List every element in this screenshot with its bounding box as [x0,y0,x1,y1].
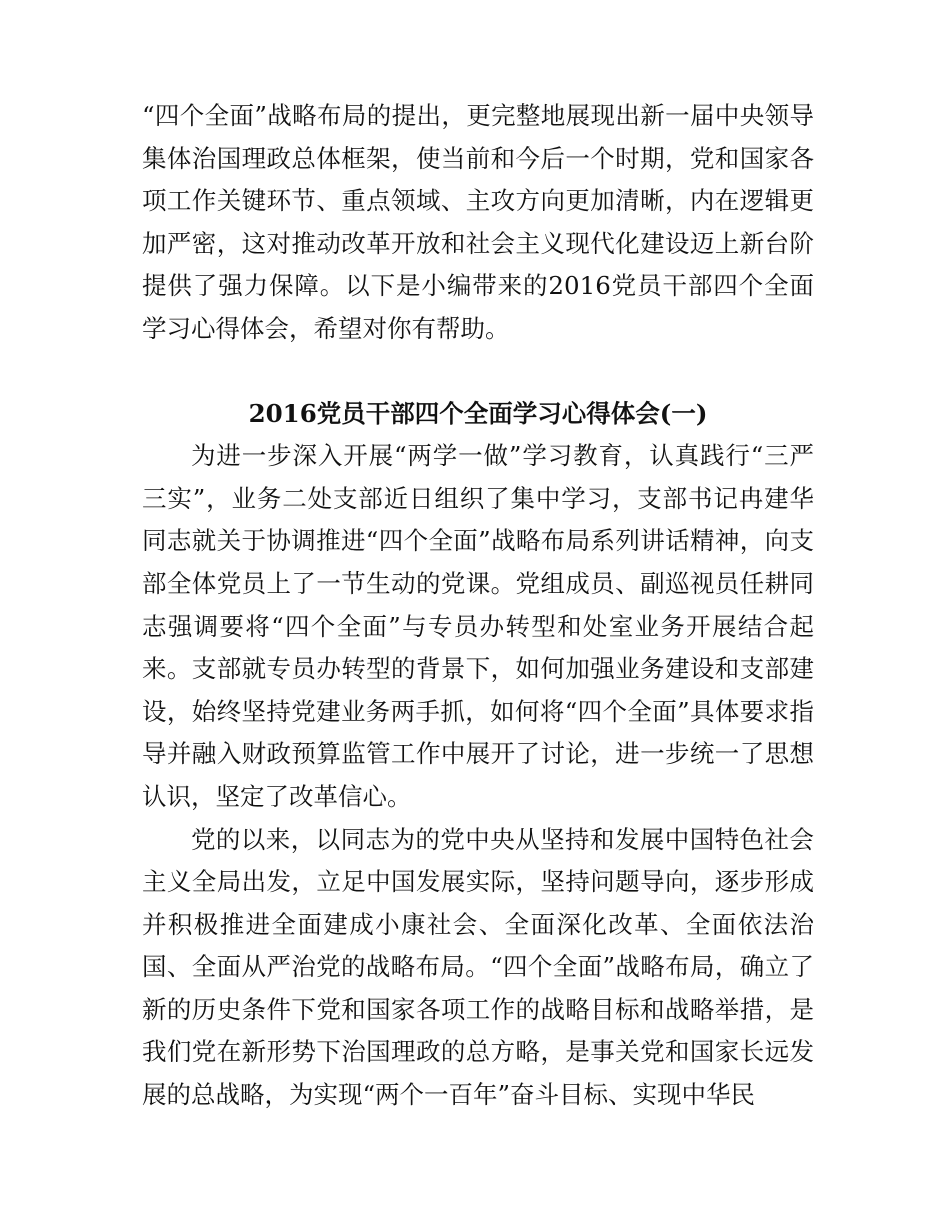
body-paragraph-1: 为进一步深入开展“两学一做”学习教育，认真践行“三严三实”，业务二处支部近日组织了集中学习，支部书记冉建华同志就关于协调推进“四个全面”战略布局系列讲话精神，向支部全体党员上了一节生动的党课。党组成员、副巡视员任耕同志强调要将“四个全面”与专员办转型和处室业务开展结合起来。支部就专员办转型的背景下，如何加强业务建设和支部建设，始终坚持党建业务两手抓，如何将“四个全面”具体要求指导并融入财政预算监管工作中展开了讨论，进一步统一了思想认识，坚定了改革信心。 [142,441,814,811]
section-title: 2016党员干部四个全面学习心得体会(一) [248,398,708,428]
document-page [142,95,814,1117]
body-paragraph-2: 党的以来，以同志为的党中央从坚持和发展中国特色社会主义全局出发，立足中国发展实际，坚持问题导向，逐步形成并积极推进全面建成小康社会、全面深化改革、全面依法治国、全面从严治党的战略布局。“四个全面”战略布局，确立了新的历史条件下党和国家各项工作的战略目标和战略举措，是我们党在新形势下治国理政的总方略，是事关党和国家长远发展的总战略，为实现“两个一百年”奋斗目标、实现中华民 [142,824,814,1110]
intro-paragraph: “四个全面”战略布局的提出，更完整地展现出新一届中央领导集体治国理政总体框架，使当前和今后一个时期，党和国家各项工作关键环节、重点领域、主攻方向更加清晰，内在逻辑更加严密，这对推动改革开放和社会主义现代化建设迈上新台阶提供了强力保障。以下是小编带来的2016党员干部四个全面学习心得体会，希望对你有帮助。 [142,101,814,343]
